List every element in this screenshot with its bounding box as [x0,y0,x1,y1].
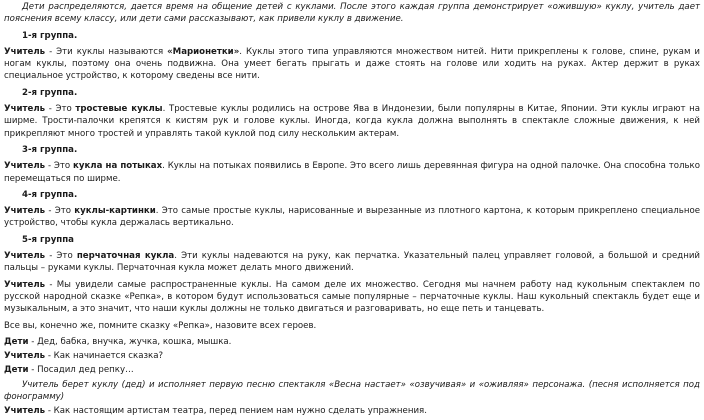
group-description [4,160,700,185]
speaker-label: Учитель [4,351,46,362]
speaker-label: Учитель [4,46,46,57]
group-3 [4,144,700,185]
recall-question: Все вы, конечно же, помните сказку «Репка», назовите всех героев. [4,320,317,331]
text-segment: - Дед, бабка, внучка, жучка, кошка, мышка. [28,336,232,347]
group-4 [4,189,700,230]
group-heading: 3-я группа. [22,144,78,155]
group-heading: 2-я группа. [22,87,78,98]
text-segment: - Посадил дед репку… [28,365,134,376]
text-segment: . Куклы на потыках появились в Европе. Это всего лишь деревянная фигура на одной палочке. Она способна только перемещаться по ширме. [4,161,700,184]
group-description [4,250,700,275]
text-segment: - Как настоящим артистам театра, перед пением нам нужно сделать упражнения. [45,406,427,417]
puppet-term: тростевые куклы [75,104,163,115]
speaker-label: Учитель [4,104,46,115]
teacher-announcement [4,279,700,316]
final-line [4,405,700,417]
group-description [4,103,700,140]
text-segment: - Это [45,161,74,172]
speaker-label: Учитель [4,206,46,217]
speaker-label: Учитель [4,161,46,172]
speaker-label: Дети [4,336,29,347]
group-description [4,205,700,230]
group-heading: 5-я группа [22,234,74,245]
speaker-label: Дети [4,365,29,376]
dialogue-line [4,364,700,376]
text-segment: . Эти куклы надеваются на руку, как перчатка. Указательный палец управляет головой, а большой и средний пальцы – руками куклы. Перчаточная кукла может делать много движений. [4,251,701,274]
dialogue-line [4,336,700,348]
intro-paragraph: Дети распределяются, дается время на общение детей с куклами. После этого каждая группа демонстрирует «ожившую» куклу, учитель дает пояснения всему классу, или дети сами рассказывают, как привели куклу в движение. [4,2,700,25]
puppet-term: перчаточная кукла [76,251,175,262]
text-segment: - Это [45,206,75,217]
text-segment: - Это [45,104,76,115]
puppet-term: кукла на потыках [73,161,163,172]
text-segment: - Как начинается сказка? [45,351,164,362]
group-description [4,46,700,83]
text-segment: - Это [45,251,77,262]
speaker-label: Учитель [4,251,46,262]
group-2 [4,87,700,140]
text-segment: - Эти куклы называются [45,46,168,57]
text-segment: . Тростевые куклы родились на острове Ява в Индонезии, были популярны в Китае, Японии. Эти куклы играют на ширме. Трости-палочки крепятся к кистям рук и голове куклы. Иногда, когда кукла должна выполнять в спектакле сложные движения, к ней прикрепляют много тростей и управлять такой куклой под силу нескольким актерам. [4,104,701,139]
group-heading: 4-я группа. [22,189,78,200]
text-segment: . Куклы этого типа управляются множеством нитей. Нити прикреплены к голове, спине, рукам и ногам куклы, поэтому она очень подвижна. Она умеет бегать прыгать и даже стоять на голове или ходить на руках. Актер держит в руках специальное устройство, к которому сведены все нити. [4,46,700,82]
text-segment: . Это самые простые куклы, нарисованные и вырезанные из плотного картона, к которым прикреплено специальное устройство, чтобы кукла держалась вертикально. [4,206,700,229]
puppet-term: «Марионетки» [167,46,240,57]
puppet-term: куклы-картинки [74,206,156,217]
group-heading: 1-я группа. [22,30,78,41]
group-1 [4,30,700,83]
stage-direction: Учитель берет куклу (дед) и исполняет первую песню спектакля «Весна настает» «озвучивая» и «оживляя» персонажа. (песня исполняется под фонограмму) [4,379,700,403]
speaker-label: Учитель [4,279,46,290]
text-segment: - Мы увидели самые распространенные куклы. На самом деле их множество. Сегодня мы начнем работу над кукольным спектаклем по русской народной сказке «Репка», в котором будут использоваться самые популярные – перчаточные куклы. Наш кукольный спектакль будет еще и музыкальным, а это значит, что наши куклы должны не только двигаться и разговаривать, но еще петь и танцевать. [4,279,700,315]
speaker-label: Учитель [4,406,46,417]
dialogue-line [4,350,700,362]
group-5 [4,234,700,275]
